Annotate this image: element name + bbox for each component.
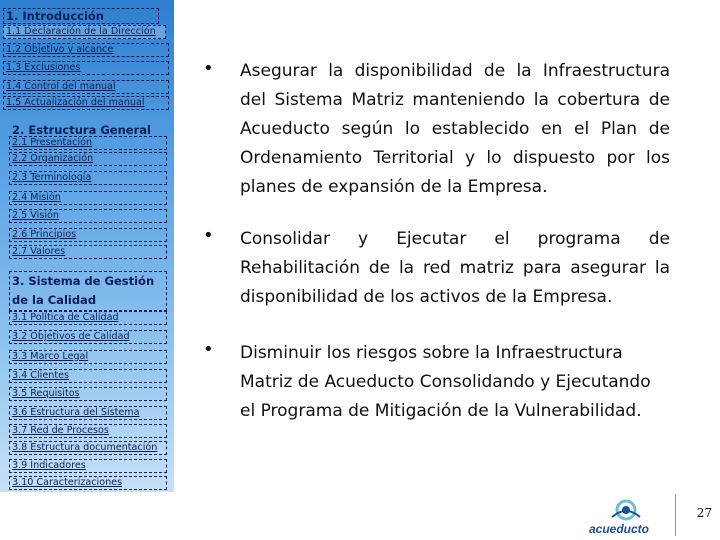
- nav-item-3-1[interactable]: 3.1 Política de Calidad: [9, 311, 167, 325]
- footer-divider: [675, 494, 676, 536]
- nav-section-3-title[interactable]: [9, 271, 167, 311]
- nav-item-2-2[interactable]: 2.2 Organización: [9, 152, 167, 166]
- nav-item-1-5[interactable]: 1.5 Actualización del manual: [3, 96, 169, 110]
- nav-item-2-3[interactable]: 2.3 Terminología: [9, 171, 167, 185]
- nav-section-2-title[interactable]: 2. Estructura General: [12, 123, 151, 137]
- nav-item-3-8[interactable]: 3.8 Estructura documentación: [9, 441, 167, 455]
- page-number: 27: [696, 506, 712, 520]
- logo-wordmark: acueducto: [588, 522, 649, 536]
- nav-item-1-2[interactable]: 1.2 Objetivo y alcance: [3, 43, 169, 57]
- bullet-marker-2: •: [203, 225, 214, 246]
- nav-item-3-10[interactable]: 3.10 Caracterizaciones: [9, 476, 167, 490]
- nav-item-1-4[interactable]: 1.4 Control del manual: [3, 80, 169, 94]
- nav-item-3-5[interactable]: 3.5 Requisitos: [9, 387, 167, 401]
- nav-item-3-7[interactable]: 3.7 Red de Procesos: [9, 424, 167, 438]
- nav-item-2-6[interactable]: 2.6 Principios: [9, 228, 167, 242]
- nav-item-2-4[interactable]: 2.4 Misión: [9, 191, 167, 205]
- nav-item-3-3[interactable]: 3.3 Marco Legal: [9, 350, 167, 364]
- navigation-panel: [0, 0, 174, 492]
- nav-item-3-4[interactable]: 3.4 Clientes: [9, 369, 167, 383]
- nav-item-1-1[interactable]: 1.1 Declaración de la Dirección: [3, 25, 166, 39]
- objective-paragraph-3: Disminuir los riesgos sobre la Infraestructura Matriz de Acueducto Consolidando y Ejecutando el Programa de Mitigación de la Vulnerabilidad.: [240, 343, 651, 421]
- nav-item-2-1[interactable]: 2.1 Presentación: [9, 136, 167, 150]
- bullet-marker-3: •: [203, 339, 214, 360]
- objective-paragraph-2: Consolidar y Ejecutar el programa de Rehabilitación de la red matriz para asegurar la disponibilidad de los activos de la Empresa.: [240, 229, 670, 307]
- nav-section-1-title[interactable]: 1. Introducción: [3, 8, 159, 24]
- nav-item-2-7[interactable]: 2.7 Valores: [9, 245, 167, 259]
- nav-item-3-9[interactable]: 3.9 Indicadores: [9, 459, 167, 473]
- nav-item-3-6[interactable]: 3.6 Estructura del Sistema: [9, 406, 167, 420]
- objective-paragraph-1: Asegurar la disponibilidad de la Infraestructura del Sistema Matriz manteniendo la cobertura de Acueducto según lo establecido en el Plan de Ordenamiento Territorial y lo dispuesto por los planes de expansión de la Empresa.: [240, 61, 670, 197]
- nav-section-3-title-line2: de la Calidad: [12, 293, 97, 307]
- nav-item-2-5[interactable]: 2.5 Visión: [9, 209, 167, 223]
- nav-item-3-2[interactable]: 3.2 Objetivos de Calidad: [9, 330, 167, 344]
- nav-item-1-3[interactable]: 1.3 Exclusiones: [3, 61, 169, 75]
- bullet-marker-1: •: [203, 58, 214, 79]
- nav-section-3-title-line1: 3. Sistema de Gestión: [12, 274, 155, 288]
